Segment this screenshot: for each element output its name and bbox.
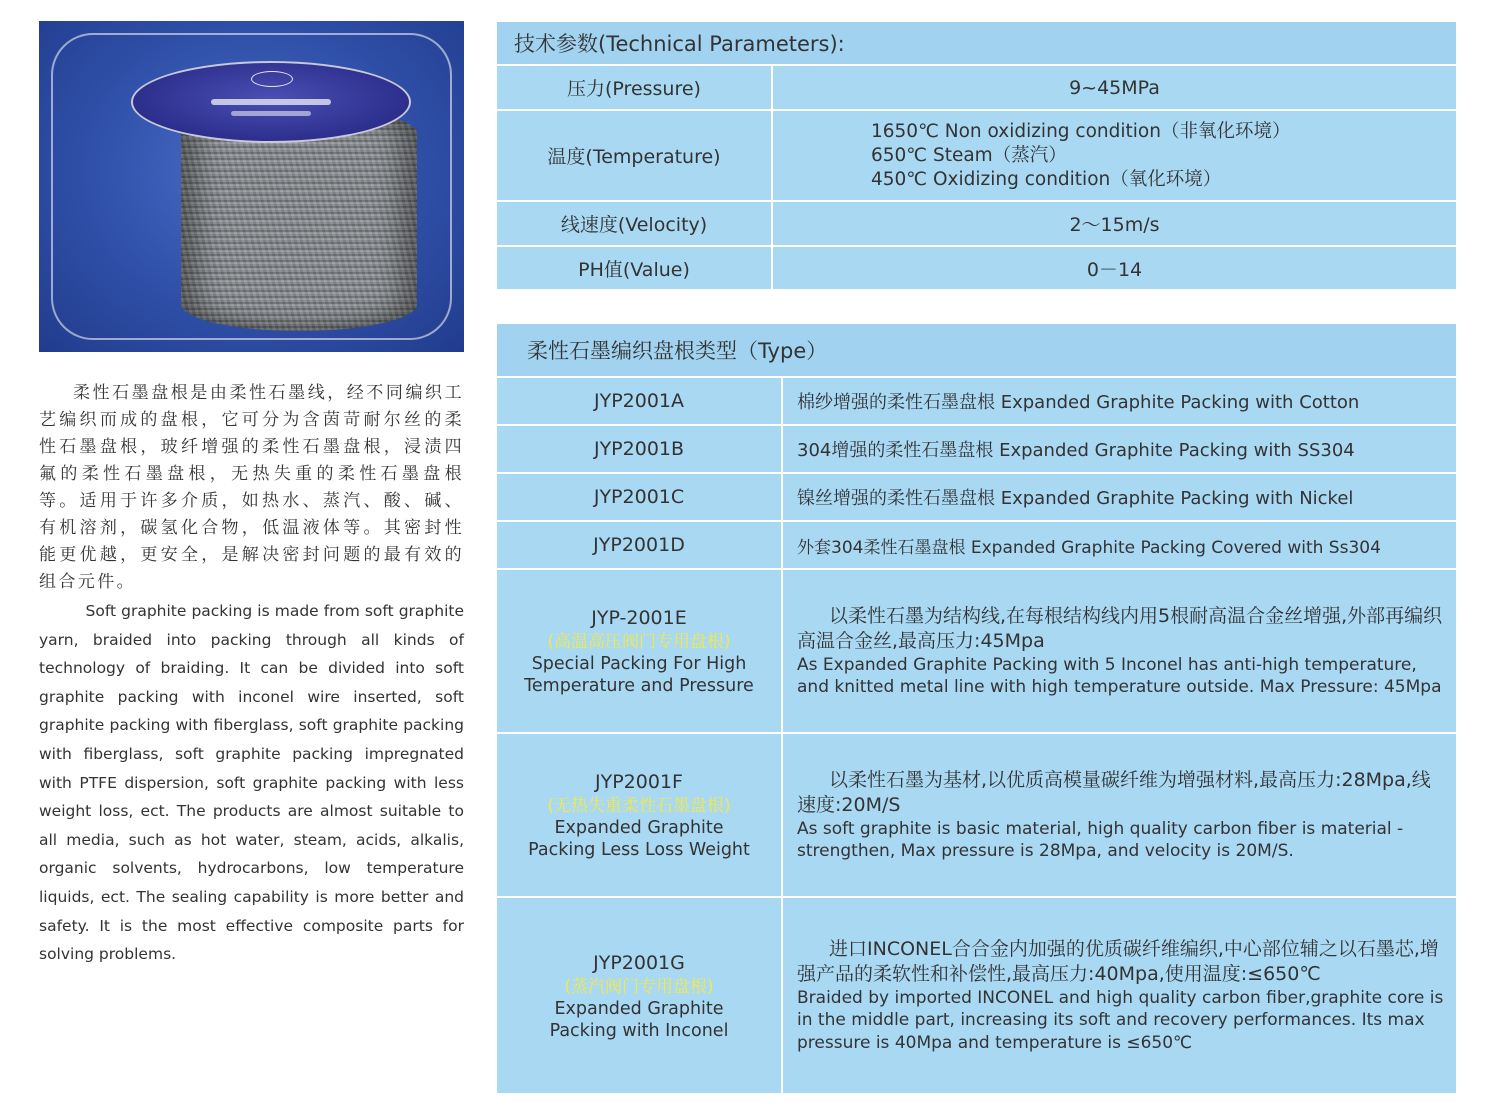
table-row [497, 569, 1456, 733]
param-value-velocity: 2～15m/s [772, 201, 1456, 246]
brand-logo-icon [251, 71, 293, 87]
description-chinese: 柔性石墨盘根是由柔性石墨线，经不同编织工艺编织而成的盘根，它可分为含茵苛耐尔丝的柔性石墨盘根，玻纤增强的柔性石墨盘根，浸渍四氟的柔性石墨盘根，无热失重的柔性石墨盘根等。适用于许多介质，如热水、蒸汽、酸、碱、有机溶剂，碳氢化合物，低温液体等。其密封性能更优越，更安全，是解决密封问题的最有效的组合元件。 [39, 383, 464, 592]
table-row [497, 521, 1456, 569]
type-chinese-subtitle: (无热失重柔性石墨盘根) [547, 796, 731, 816]
type-description-chinese: 以柔性石墨为结构线,在每根结构线内用5根耐高温合金丝增强,外部再编织高温合金丝,最高压力:45Mpa [797, 604, 1443, 652]
product-photo [39, 21, 464, 352]
table-row [497, 110, 1456, 201]
technical-parameters-title: 技术参数(Technical Parameters): [497, 22, 1456, 65]
spool-label-line [211, 99, 331, 105]
param-value-pressure: 9~45MPa [772, 65, 1456, 110]
type-english-subtitle: Expanded Graphite [554, 818, 724, 838]
table-row [497, 897, 1456, 1093]
table-row [497, 733, 1456, 897]
type-code: JYP2001D [497, 521, 782, 569]
technical-parameters-table [497, 22, 1456, 289]
param-value-temperature [772, 110, 1456, 201]
type-code-cell [497, 897, 782, 1093]
type-description-english: Braided by imported INCONEL and high quality carbon fiber,graphite core is in the middle part, increasing its soft and recovery performances. Its max pressure is 40Mpa and temperature is ≤650℃ [797, 987, 1444, 1053]
type-code: JYP2001A [497, 377, 782, 425]
type-description: 外套304柔性石墨盘根 Expanded Graphite Packing Covered with Ss304 [782, 521, 1456, 569]
type-code: JYP2001C [497, 473, 782, 521]
type-description-english: As Expanded Graphite Packing with 5 Inconel has anti-high temperature, and knitted metal line with high temperature outside. Max Pressure: 45Mpa [797, 654, 1442, 697]
type-description [782, 897, 1456, 1093]
table-row [497, 65, 1456, 110]
param-label-pressure: 压力(Pressure) [497, 65, 772, 110]
temperature-line: 450℃ Oxidizing condition（氧化环境） [871, 168, 1222, 190]
table-header-row [497, 324, 1456, 377]
param-label-ph: PH值(Value) [497, 246, 772, 289]
packing-type-title: 柔性石墨编织盘根类型（Type） [497, 324, 1456, 377]
table-header-row [497, 22, 1456, 65]
type-english-subtitle: Expanded Graphite [554, 998, 724, 1019]
type-description: 304增强的柔性石墨盘根 Expanded Graphite Packing with SS304 [782, 425, 1456, 473]
table-row [497, 201, 1456, 246]
spool-top-cap [131, 61, 411, 143]
type-code: JYP-2001E [591, 607, 687, 629]
type-english-subtitle: Packing with Inconel [549, 1020, 729, 1041]
table-row [497, 425, 1456, 473]
type-description [782, 733, 1456, 897]
type-english-subtitle: Packing Less Loss Weight [528, 840, 750, 860]
type-chinese-subtitle: (高温高压阀门专用盘根) [547, 632, 731, 652]
type-description-english: As soft graphite is basic material, high quality carbon fiber is material -strengthen, Max pressure is 28Mpa, and velocity is 20M/S. [797, 818, 1404, 861]
packing-type-table [497, 324, 1456, 1093]
temperature-line: 1650℃ Non oxidizing condition（非氧化环境） [871, 120, 1291, 142]
type-code: JYP2001G [593, 951, 685, 974]
spool-label-line [231, 111, 311, 116]
type-code-cell [497, 733, 782, 897]
type-description: 棉纱增强的柔性石墨盘根 Expanded Graphite Packing with Cotton [782, 377, 1456, 425]
type-description: 镍丝增强的柔性石墨盘根 Expanded Graphite Packing with Nickel [782, 473, 1456, 521]
type-code: JYP2001B [497, 425, 782, 473]
type-code: JYP2001F [595, 771, 683, 793]
param-value-ph: 0－14 [1086, 258, 1143, 281]
param-label-temperature: 温度(Temperature) [497, 110, 772, 201]
description-english: Soft graphite packing is made from soft graphite yarn, braided into packing through all kinds of technology of braiding. It can be divided into soft graphite packing with inconel wire inserted, soft graphite packing with fiberglass, soft graphite packing with fiberglass, soft graphite packing impregnated with PTFE dispersion, soft graphite packing with less weight loss, ect. The products are almost suitable to all media, such as hot water, steam, acids, alkalis, organic solvents, hydrocarbons, low temperature liquids, ect. The sealing capability is more better and safety. It is the most effective composite parts for solving problems. [39, 602, 464, 964]
type-english-subtitle: Special Packing For High [531, 654, 747, 674]
table-row [497, 473, 1456, 521]
type-english-subtitle: Temperature and Pressure [524, 676, 754, 696]
type-description-chinese: 进口INCONEL合合金内加强的优质碳纤维编织,中心部位辅之以石墨芯,增强产品的柔软性和补偿性,最高压力:40Mpa,使用温度:≤650℃ [797, 937, 1439, 985]
temperature-line: 650℃ Steam（蒸汽） [871, 144, 1067, 166]
table-row [497, 377, 1456, 425]
type-code-cell [497, 569, 782, 733]
table-row [497, 246, 1456, 289]
type-description [782, 569, 1456, 733]
type-description-chinese: 以柔性石墨为基材,以优质高模量碳纤维为增强材料,最高压力:28Mpa,线速度:20M/S [797, 768, 1431, 816]
param-label-velocity: 线速度(Velocity) [497, 201, 772, 246]
type-chinese-subtitle: (蒸汽阀门专用盘根) [564, 976, 714, 997]
